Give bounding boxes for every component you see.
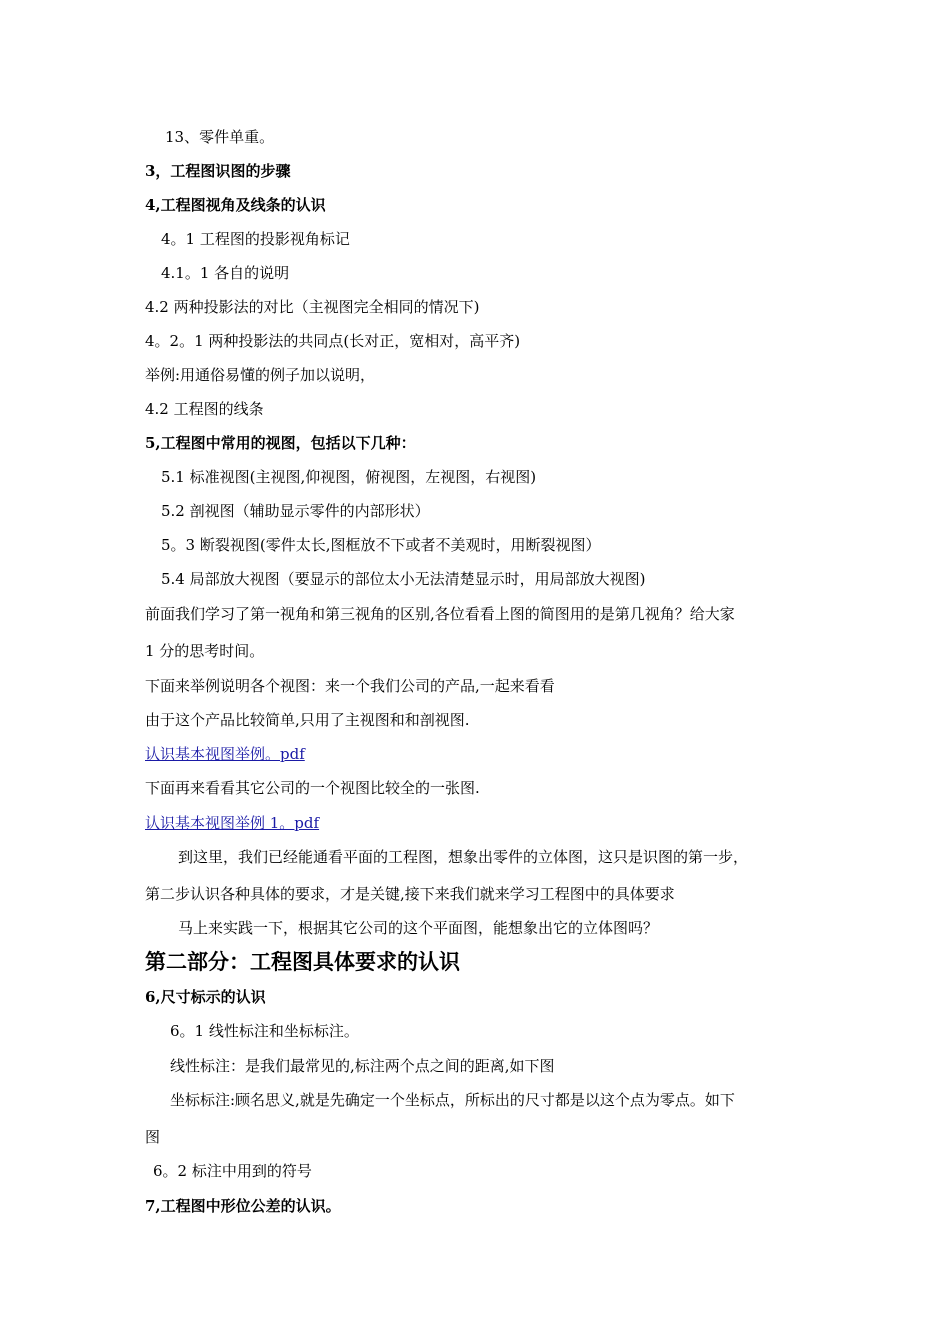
subsection-5-1: 5.1 标准视图(主视图,仰视图，俯视图，左视图，右视图) xyxy=(161,468,537,486)
paragraph-second-step: 第二步认识各种具体的要求，才是关键,接下来我们就来学习工程图中的具体要求 xyxy=(145,885,675,903)
section-heading-5: 5,工程图中常用的视图，包括以下几种： xyxy=(145,434,416,452)
section-heading-6: 6,尺寸标示的认识 xyxy=(145,988,266,1006)
subsection-6-1: 6。1 线性标注和坐标标注。 xyxy=(170,1022,359,1040)
subsection-6-2: 6。2 标注中用到的符号 xyxy=(153,1162,312,1180)
subsection-4-2: 4.2 两种投影法的对比（主视图完全相同的情况下) xyxy=(145,298,480,316)
paragraph-first-step: 到这里，我们已经能通看平面的工程图，想象出零件的立体图，这只是识图的第一步， xyxy=(178,848,749,866)
section-heading-7: 7,工程图中形位公差的认识。 xyxy=(145,1197,341,1215)
paragraph-linear-dimension: 线性标注：是我们最常见的,标注两个点之间的距离,如下图 xyxy=(170,1057,555,1075)
subsection-5-4: 5.4 局部放大视图（要显示的部位太小无法清楚显示时，用局部放大视图) xyxy=(161,570,646,588)
paragraph-other-company: 下面再来看看其它公司的一个视图比较全的一张图. xyxy=(145,779,480,797)
paragraph-question: 前面我们学习了第一视角和第三视角的区别,各位看看上图的简图用的是第几视角？给大家 xyxy=(145,605,735,623)
part-two-heading: 第二部分：工程图具体要求的认识 xyxy=(145,950,460,974)
subsection-5-2: 5.2 剖视图（辅助显示零件的内部形状） xyxy=(161,502,430,520)
pdf-link-basic-views[interactable]: 认识基本视图举例。pdf xyxy=(145,745,305,763)
subsection-5-3: 5。3 断裂视图(零件太长,图框放不下或者不美观时，用断裂视图） xyxy=(161,536,601,554)
paragraph-product-note: 由于这个产品比较简单,只用了主视图和和剖视图. xyxy=(145,711,470,729)
pdf-link-basic-views-1[interactable]: 认识基本视图举例 1。pdf xyxy=(145,814,320,832)
subsection-4-2-1: 4。2。1 两种投影法的共同点(长对正，宽相对，高平齐) xyxy=(145,332,521,350)
section-heading-3: 3，工程图识图的步骤 xyxy=(145,162,291,180)
example-text: 举例:用通俗易懂的例子加以说明， xyxy=(145,366,376,384)
subsection-4-1-1: 4.1。1 各自的说明 xyxy=(161,264,290,282)
paragraph-question-cont: 1 分的思考时间。 xyxy=(145,642,265,660)
section-heading-4: 4,工程图视角及线条的认识 xyxy=(145,196,326,214)
paragraph-coordinate-cont: 图 xyxy=(145,1128,161,1146)
paragraph-practice: 马上来实践一下，根据其它公司的这个平面图，能想象出它的立体图吗？ xyxy=(178,919,659,937)
paragraph-example-intro: 下面来举例说明各个视图：来一个我们公司的产品,一起来看看 xyxy=(145,677,555,695)
subsection-lines: 4.2 工程图的线条 xyxy=(145,400,264,418)
list-item-part-weight: 13、零件单重。 xyxy=(165,128,275,146)
subsection-4-1: 4。1 工程图的投影视角标记 xyxy=(161,230,350,248)
paragraph-coordinate-dimension: 坐标标注:顾名思义,就是先确定一个坐标点，所标出的尺寸都是以这个点为零点。如下 xyxy=(170,1091,735,1109)
